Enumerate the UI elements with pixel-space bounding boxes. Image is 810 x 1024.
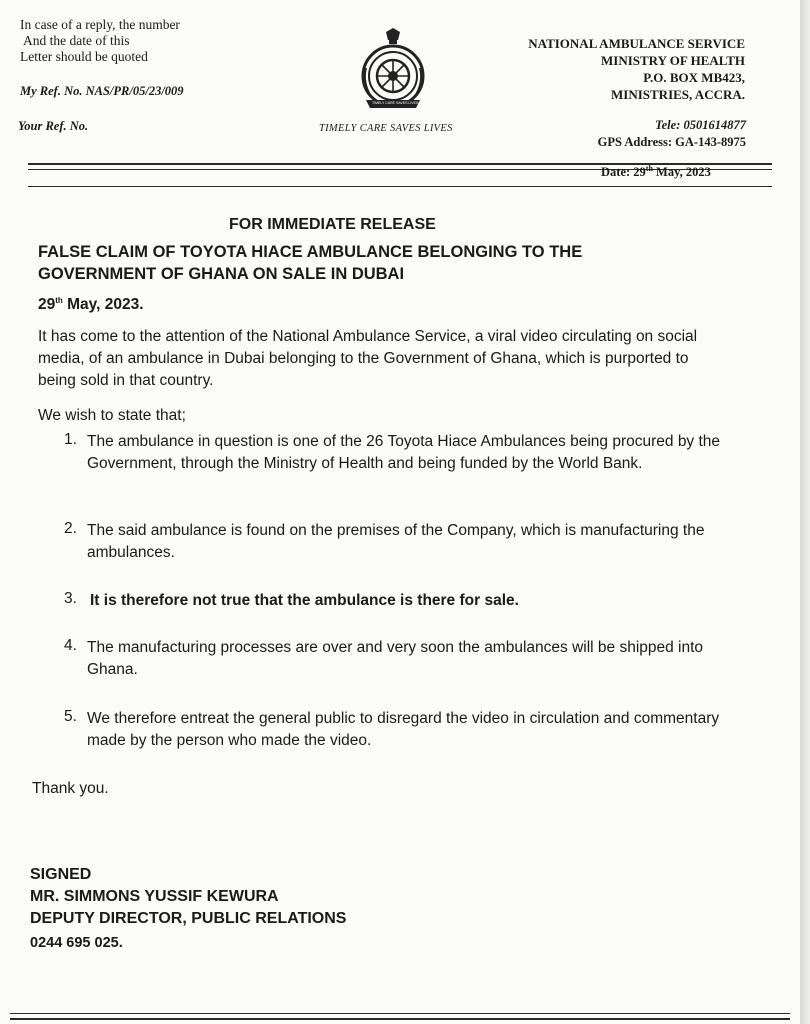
point-text: The said ambulance is found on the premises of the Company, which is manufacturing the ambulances. [87,522,705,561]
my-reference: My Ref. No. NAS/PR/05/23/009 [20,84,184,98]
telephone: Tele: 0501614877 [655,118,746,132]
letter-date-prefix: Date: 29 [601,165,646,180]
org-address [528,35,745,103]
statement-lead: We wish to state that; [38,407,186,424]
press-title [38,241,688,285]
dateline [38,296,144,314]
point-number: 2. [64,520,77,537]
emblem-icon [358,28,428,112]
signatory-name: MR. SIMMONS YUSSIF KEWURA [30,888,279,905]
emblem-banner-text: TIMELY CARE SAVES LIVES [372,101,419,105]
point-text: The manufacturing processes are over and very soon the ambulances will be shipped into Ghana. [87,639,704,678]
signatory-phone: 0244 695 025. [30,935,123,951]
page-edge-shadow [800,0,810,1024]
signature-block [30,864,346,930]
reply-note-line: In case of a reply, the number [20,17,180,32]
letter-date-suffix: May, 2023 [652,165,711,180]
point-text: It is therefore not true that the ambulance is there for sale. [90,592,519,609]
reply-note-line: And the date of this [23,33,130,48]
point-number: 1. [64,431,77,448]
press-title-line: FALSE CLAIM OF TOYOTA HIACE AMBULANCE BELONGING TO THE [38,243,583,261]
point-text: The ambulance in question is one of the 26 Toyota Hiace Ambulances being procured by the Government, through the Ministry of Health and being funded by the World Bank. [87,433,721,472]
dateline-rest: May, 2023. [62,296,144,314]
org-name: NATIONAL AMBULANCE SERVICE [528,36,745,51]
letter-date-sup: th [645,164,653,173]
org-city: MINISTRIES, ACCRA. [611,87,745,102]
org-ministry: MINISTRY OF HEALTH [600,53,745,68]
your-reference: Your Ref. No. [18,119,89,133]
release-heading: FOR IMMEDIATE RELEASE [229,216,436,233]
motto: TIMELY CARE SAVES LIVES [319,123,453,134]
signed-label: SIGNED [30,866,92,883]
letter-date [601,164,711,180]
dateline-sup: th [55,296,63,305]
point-number: 5. [64,708,77,725]
nas-emblem [358,28,428,112]
footer-rule-top [10,1013,790,1014]
dateline-day: 29 [38,296,56,314]
reply-note-line: Letter should be quoted [20,49,148,64]
header-rule-bottom [28,186,772,187]
signatory-title: DEPUTY DIRECTOR, PUBLIC RELATIONS [30,910,347,927]
point-number: 3. [64,590,77,607]
gps-address: GPS Address: GA-143-8975 [597,135,746,149]
org-po-box: P.O. BOX MB423, [643,70,745,85]
press-title-line: GOVERNMENT OF GHANA ON SALE IN DUBAI [38,265,405,283]
reply-note [20,17,180,65]
intro-paragraph: It has come to the attention of the National Ambulance Service, a viral video circulating on social media, of an ambulance in Dubai belonging to the Government of Ghana, which is purported to being sold in that country. [38,328,698,389]
footer-rule-bottom [10,1018,790,1020]
point-number: 4. [64,637,77,654]
closing: Thank you. [32,780,109,797]
point-text: We therefore entreat the general public to disregard the video in circulation and commentary made by the person who made the video. [87,710,720,749]
